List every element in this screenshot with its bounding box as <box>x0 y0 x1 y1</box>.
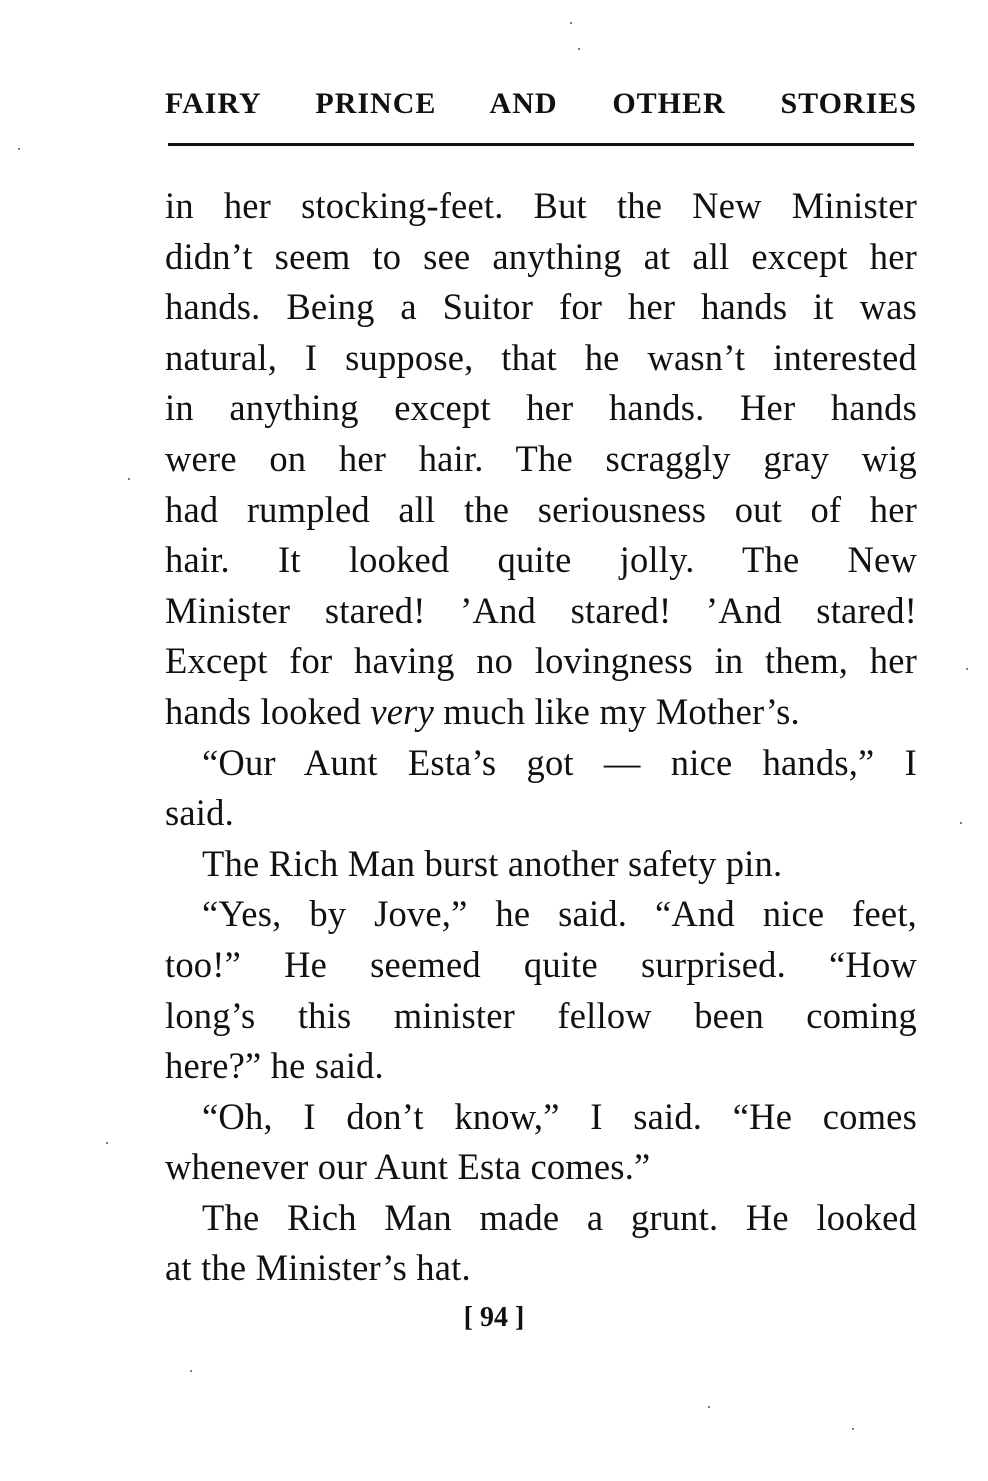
text-line: “Our Aunt Esta’s got — nice hands,” I <box>202 741 917 783</box>
text-line: too!” He seemed quite surprised. “How <box>165 943 917 985</box>
scan-speck <box>708 1406 710 1408</box>
body-text <box>165 181 917 1294</box>
header-rule <box>168 143 914 146</box>
text-line: Minister stared! ’And stared! ’And stared! <box>165 589 917 631</box>
scan-speck <box>852 1428 854 1430</box>
scan-speck <box>18 148 20 150</box>
text-line: The Rich Man burst another safety pin. <box>202 842 783 884</box>
running-head: FAIRY PRINCE AND OTHER STORIES <box>165 87 917 120</box>
text-line: said. <box>165 792 234 834</box>
text-line: had rumpled all the seriousness out of her <box>165 488 917 530</box>
scan-speck <box>966 668 968 670</box>
text-line: Except for having no lovingness in them, her <box>165 640 917 682</box>
text-line: didn’t seem to see anything at all except her <box>165 235 917 277</box>
text-line: The Rich Man made a grunt. He looked <box>202 1196 917 1238</box>
text-line: “Yes, by Jove,” he said. “And nice feet, <box>202 893 917 935</box>
scan-speck <box>960 822 962 824</box>
scan-speck <box>106 1142 108 1144</box>
text-line: natural, I suppose, that he wasn’t interested <box>165 336 917 378</box>
scan-speck <box>570 22 572 24</box>
text-line: were on her hair. The scraggly gray wig <box>165 437 917 479</box>
scan-speck <box>190 1370 192 1372</box>
page-number: [ 94 ] <box>463 1302 525 1333</box>
text-line <box>165 687 917 738</box>
text-segment: hands looked <box>165 690 371 732</box>
text-line: here?” he said. <box>165 1045 384 1087</box>
text-line: in anything except her hands. Her hands <box>165 387 917 429</box>
text-line: long’s this minister fellow been coming <box>165 994 917 1036</box>
text-line: hands. Being a Suitor for her hands it was <box>165 286 917 328</box>
italic-word: very <box>370 690 434 732</box>
text-line: in her stocking-feet. But the New Minister <box>165 185 917 226</box>
text-segment: much like my Mother’s. <box>433 690 800 732</box>
scan-speck <box>578 48 580 50</box>
text-line: whenever our Aunt Esta comes.” <box>165 1146 651 1188</box>
text-line: hair. It looked quite jolly. The New <box>165 539 917 581</box>
scan-speck <box>128 478 130 480</box>
text-line: at the Minister’s hat. <box>165 1247 471 1289</box>
text-line: “Oh, I don’t know,” I said. “He comes <box>202 1095 917 1137</box>
